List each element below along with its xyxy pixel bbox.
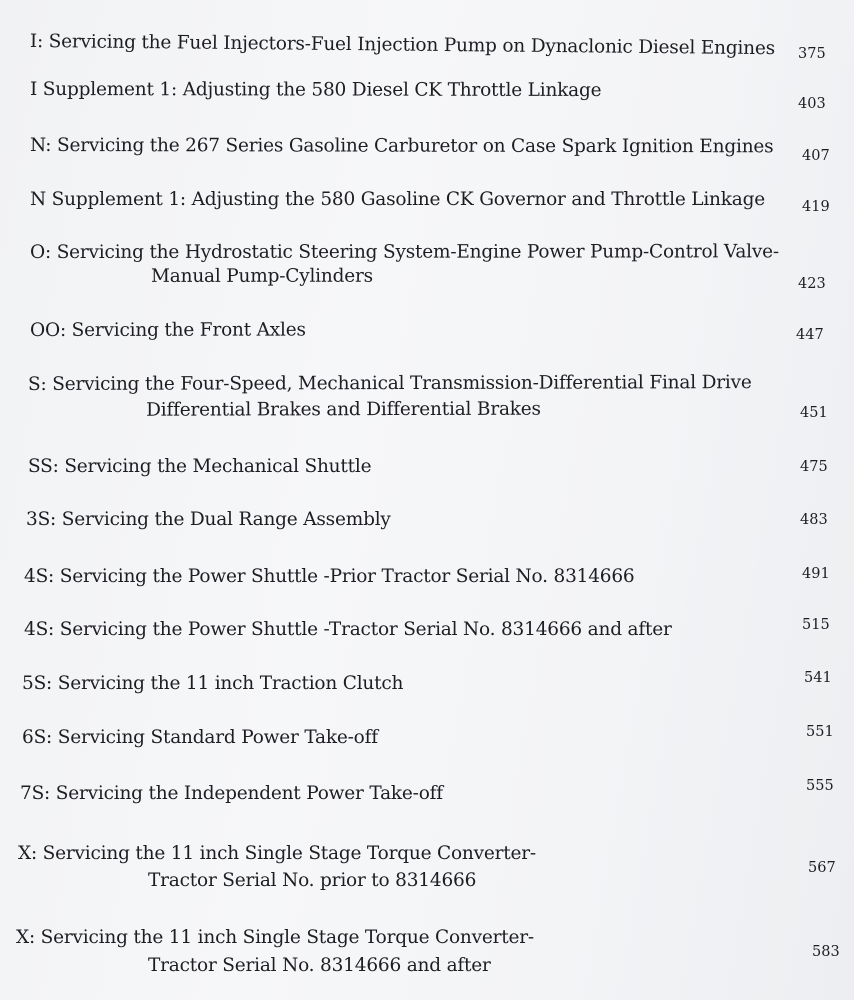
toc-entry-title-continued: Tractor Serial No. 8314666 and after — [148, 955, 491, 976]
toc-entry-title: X: Servicing the 11 inch Single Stage Torque Converter- — [16, 927, 534, 948]
toc-entry-page: 423 — [798, 276, 826, 292]
toc-entry-page: 491 — [802, 566, 830, 582]
toc-entry-page: 403 — [798, 96, 826, 112]
toc-entry-page: 555 — [806, 778, 834, 794]
toc-entry-title: S: Servicing the Four-Speed, Mechanical Transmission-Differential Final Drive — [28, 372, 752, 395]
toc-entry-page: 583 — [812, 944, 840, 960]
toc-entry-title: OO: Servicing the Front Axles — [30, 319, 306, 341]
toc-entry-title: N Supplement 1: Adjusting the 580 Gasoline CK Governor and Throttle Linkage — [30, 189, 765, 210]
toc-entry-title: O: Servicing the Hydrostatic Steering System-Engine Power Pump-Control Valve- — [30, 241, 779, 263]
toc-entry-title: 4S: Servicing the Power Shuttle -Prior Tractor Serial No. 8314666 — [24, 566, 635, 587]
toc-entry-page: 551 — [806, 724, 834, 740]
toc-entry-title: 5S: Servicing the 11 inch Traction Clutch — [22, 673, 404, 694]
toc-entry-title: X: Servicing the 11 inch Single Stage Torque Converter- — [18, 843, 536, 864]
toc-entry-page: 375 — [798, 46, 826, 62]
toc-entry-page: 541 — [804, 670, 832, 686]
toc-entry-title-continued: Tractor Serial No. prior to 8314666 — [148, 870, 477, 891]
toc-entry-title: N: Servicing the 267 Series Gasoline Carburetor on Case Spark Ignition Engines — [29, 135, 774, 158]
toc-entry-title: I: Servicing the Fuel Injectors-Fuel Injection Pump on Dynaclonic Diesel Engines — [29, 30, 776, 60]
toc-entry-title: I Supplement 1: Adjusting the 580 Diesel CK Throttle Linkage — [29, 79, 602, 101]
toc-entry-page: 515 — [802, 617, 830, 633]
toc-entry-title-continued: Manual Pump-Cylinders — [151, 265, 373, 287]
toc-entry-title: 7S: Servicing the Independent Power Take-off — [20, 783, 443, 804]
toc-entry-page: 419 — [802, 199, 830, 215]
toc-entry-page: 567 — [808, 860, 836, 876]
toc-entry-page: 451 — [800, 405, 828, 421]
toc-entry-page: 407 — [802, 148, 830, 164]
toc-entry-page: 483 — [800, 512, 828, 528]
toc-entry-title: 6S: Servicing Standard Power Take-off — [22, 727, 378, 748]
toc-entry-title-continued: Differential Brakes and Differential Brakes — [146, 398, 541, 421]
toc-entry-title: 4S: Servicing the Power Shuttle -Tractor Serial No. 8314666 and after — [24, 619, 672, 640]
toc-entry-page: 447 — [796, 327, 824, 343]
toc-entry-page: 475 — [800, 459, 828, 475]
toc-entry-title: SS: Servicing the Mechanical Shuttle — [28, 456, 372, 477]
toc-entry-title: 3S: Servicing the Dual Range Assembly — [26, 509, 391, 530]
show-through-text — [640, 290, 645, 308]
